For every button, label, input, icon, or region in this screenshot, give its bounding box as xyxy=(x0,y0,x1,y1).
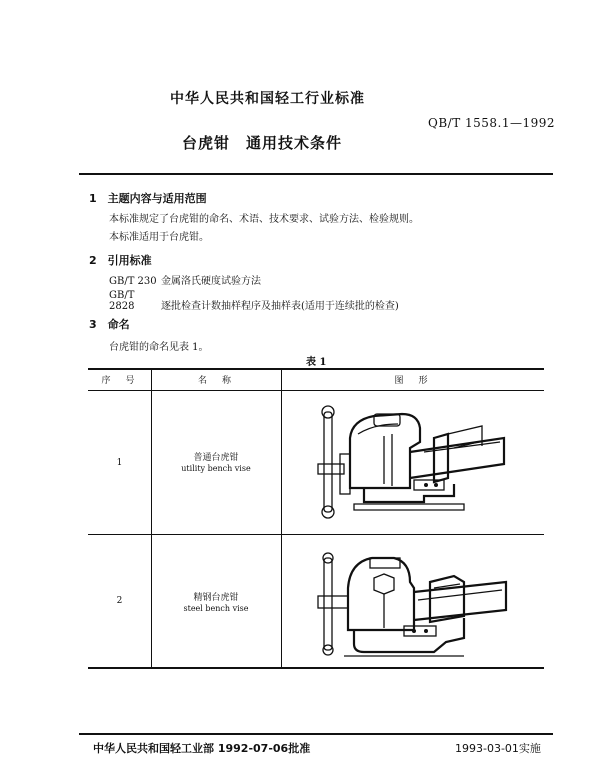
section-1-paragraph: 本标准规定了台虎钳的命名、术语、技术要求、试验方法、检验规则。 xyxy=(109,214,419,225)
footer-divider xyxy=(79,733,553,735)
row-1-name-en: utility bench vise xyxy=(181,464,251,473)
table-header-divider xyxy=(88,390,544,391)
reference-item xyxy=(109,290,399,312)
row-2-number: 2 xyxy=(116,596,123,606)
table-top-border xyxy=(88,368,544,370)
reference-item xyxy=(109,272,261,287)
reference-code: GB/T 2828 xyxy=(109,290,135,312)
row-1-number: 1 xyxy=(116,458,123,468)
column-header-figure: 图 形 xyxy=(394,376,431,386)
table-column-divider xyxy=(281,368,282,668)
document-title: 台虎钳 通用技术条件 xyxy=(182,134,343,152)
section-2-heading: 2 引用标准 xyxy=(89,254,152,267)
section-3-heading: 3 命名 xyxy=(89,318,130,331)
table-row-divider xyxy=(88,534,544,535)
column-header-name: 名 称 xyxy=(197,376,234,386)
issuing-organization: 中华人民共和国轻工行业标准 xyxy=(170,91,365,107)
reference-code: GB/T 230 xyxy=(109,276,157,287)
table-column-divider xyxy=(151,368,152,668)
effective-date: 1993-03-01实施 xyxy=(455,742,541,755)
row-2-name-en: steel bench vise xyxy=(183,604,249,613)
utility-bench-vise-drawing xyxy=(314,398,514,528)
reference-title: 逐批检查计数抽样程序及抽样表(适用于连续批的检查) xyxy=(161,301,399,312)
standard-number: QB/T 1558.1—1992 xyxy=(428,116,556,130)
row-2-name-cn: 精钢台虎钳 xyxy=(193,593,239,603)
steel-bench-vise-drawing xyxy=(314,548,514,663)
header-divider xyxy=(79,173,553,175)
naming-table xyxy=(88,368,544,668)
section-1-paragraph: 本标准适用于台虎钳。 xyxy=(109,232,209,243)
section-1-heading: 1 主题内容与适用范围 xyxy=(89,192,207,205)
table-caption: 表 1 xyxy=(306,357,327,368)
column-header-no: 序 号 xyxy=(101,376,138,386)
reference-title: 金属洛氏硬度试验方法 xyxy=(161,276,261,287)
table-bottom-border xyxy=(88,667,544,669)
approval-statement: 中华人民共和国轻工业部 1992-07-06批准 xyxy=(93,742,311,755)
row-1-name-cn: 普通台虎钳 xyxy=(193,453,239,463)
section-3-paragraph: 台虎钳的命名见表 1。 xyxy=(109,342,209,353)
